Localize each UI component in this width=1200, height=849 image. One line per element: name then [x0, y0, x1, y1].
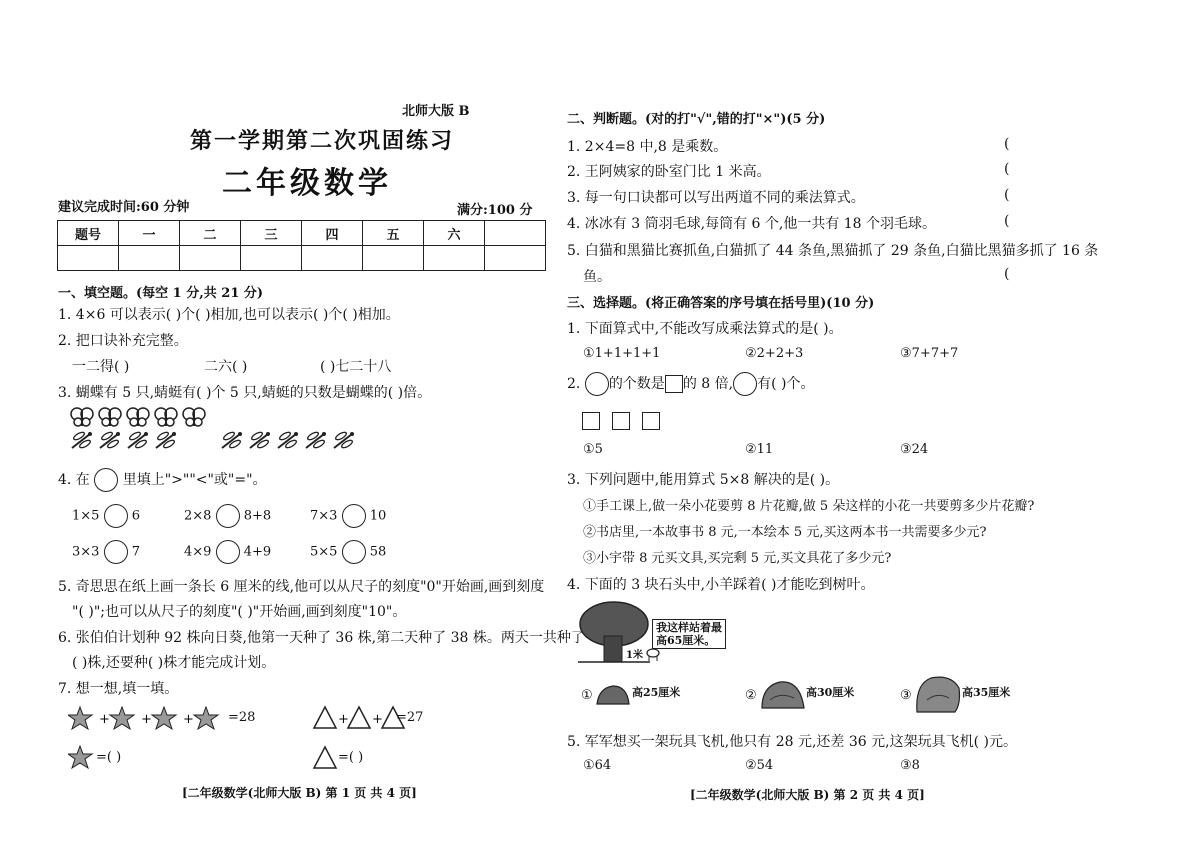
score-header: 三 [241, 221, 302, 246]
judge-answer-paren[interactable]: ( [1004, 266, 1010, 282]
star-equation-shapes [68, 704, 228, 732]
triangle-icon [314, 747, 336, 768]
choice-q3: 3. 下列问题中,能用算式 5×8 解决的是( )。 [567, 472, 840, 488]
q4-item: 1×5 6 [72, 504, 140, 528]
goat-icon [644, 646, 662, 662]
circle-icon [733, 372, 757, 396]
suggested-time: 建议完成时间:60 分钟 [58, 200, 190, 215]
tree-height-label: 1米 [626, 650, 643, 661]
q2: 2. 把口诀补充完整。 [58, 333, 188, 349]
triangle-icon [348, 707, 370, 728]
stone-option-num[interactable]: ③ [900, 688, 912, 703]
choice-q3-option[interactable]: ①手工课上,做一朵小花要剪 8 片花瓣,做 5 朵这样的小花一共要剪多少片花瓣? [583, 499, 1035, 514]
score-header: 四 [302, 221, 363, 246]
score-cell[interactable] [302, 246, 363, 271]
q6-line2: ( )株,还要种( )株才能完成计划。 [72, 655, 276, 671]
judge-answer-paren[interactable]: ( [1004, 187, 1010, 203]
subject-title: 二年级数学 [222, 166, 392, 201]
square-icon [612, 412, 630, 430]
square-icon [665, 375, 683, 393]
score-cell[interactable] [485, 246, 546, 271]
judge-answer-paren[interactable]: ( [1004, 161, 1010, 177]
score-header: 五 [363, 221, 424, 246]
stone-height-label: 高35厘米 [962, 686, 1011, 699]
star-equation-result: =28 [228, 710, 256, 725]
star-answer-shape [68, 743, 96, 771]
triangle-icon [314, 707, 336, 728]
triangle-equation-result: =27 [396, 710, 424, 725]
stone-height-label: 高30厘米 [806, 686, 855, 699]
q3: 3. 蝴蝶有 5 只,蜻蜓有( )个 5 只,蜻蜓的只数是蝴蝶的( )倍。 [58, 385, 432, 401]
score-cell[interactable] [58, 246, 119, 271]
stone-height-label: 高25厘米 [632, 686, 681, 699]
svg-text:+: + [372, 712, 383, 727]
exam-title: 第一学期第二次巩固练习 [190, 128, 455, 154]
choice-q4: 4. 下面的 3 块石头中,小羊踩着( )才能吃到树叶。 [567, 577, 875, 593]
stone-option-num[interactable]: ② [745, 688, 757, 703]
stone-icon [915, 674, 961, 714]
score-header [485, 221, 546, 246]
answer-circle[interactable] [216, 504, 240, 528]
star-icon [194, 707, 218, 729]
choice-q5-option[interactable]: ③8 [900, 758, 920, 773]
choice-q1-option[interactable]: ③7+7+7 [900, 346, 959, 361]
judge-q5-line1: 5. 白猫和黑猫比赛抓鱼,白猫抓了 44 条鱼,黑猫抓了 29 条鱼,白猫比黑猫多抓了 16 条 [567, 243, 1099, 259]
score-header: 六 [424, 221, 485, 246]
q5-line1: 5. 奇思思在纸上画一条长 6 厘米的线,他可以从尺子的刻度"0"开始画,画到刻度 [58, 579, 545, 595]
q4-item: 2×8 8+8 [184, 504, 271, 528]
choice-q5: 5. 军军想买一架玩具飞机,他只有 28 元,还差 36 元,这架玩具飞机( )元。 [567, 734, 1017, 750]
choice-q2-option[interactable]: ②11 [745, 442, 774, 457]
dragonfly-icon [72, 431, 92, 449]
triangle-answer-shape [312, 743, 340, 771]
square-row [582, 410, 660, 430]
choice-q5-option[interactable]: ①64 [583, 758, 612, 773]
choice-q2-option[interactable]: ③24 [900, 442, 929, 457]
section1-heading: 一、填空题。(每空 1 分,共 21 分) [58, 286, 264, 301]
section3-heading: 三、选择题。(将正确答案的序号填在括号里)(10 分) [567, 296, 875, 311]
answer-circle[interactable] [104, 504, 128, 528]
choice-q3-option[interactable]: ③小宇带 8 元买文具,买完剩 5 元,买文具花了多少元? [583, 551, 892, 566]
triangle-answer: =( ) [338, 750, 364, 765]
svg-text:+: + [99, 712, 110, 727]
star-icon [152, 707, 176, 729]
q4-item: 5×5 58 [310, 540, 386, 564]
q4-item: 3×3 7 [72, 540, 140, 564]
answer-circle[interactable] [342, 504, 366, 528]
square-icon [582, 412, 600, 430]
choice-q5-option[interactable]: ②54 [745, 758, 774, 773]
q1: 1. 4×6 可以表示( )个( )相加,也可以表示( )个( )相加。 [58, 307, 400, 323]
judge-q4: 4. 冰冰有 3 筒羽毛球,每筒有 6 个,他一共有 18 个羽毛球。 [567, 216, 937, 232]
q4-item: 7×3 10 [310, 504, 386, 528]
judge-q3: 3. 每一句口诀都可以写出两道不同的乘法算式。 [567, 190, 865, 206]
judge-q5-line2: 鱼。 [583, 269, 611, 285]
judge-q2: 2. 王阿姨家的卧室门比 1 米高。 [567, 164, 771, 180]
butterfly-row [70, 406, 220, 428]
q2-item-a: 一二得( ) [72, 359, 130, 375]
square-icon [642, 412, 660, 430]
q6-line1: 6. 张伯伯计划种 92 株向日葵,他第一天种了 36 株,第二天种了 38 株。两天一共种了 [58, 630, 585, 646]
score-cell[interactable] [424, 246, 485, 271]
svg-text:+: + [141, 712, 152, 727]
compare-circle-icon [94, 468, 118, 492]
choice-q1-option[interactable]: ②2+2+3 [745, 346, 804, 361]
q2-item-c: ( )七二十八 [320, 359, 392, 375]
choice-q1: 1. 下面算式中,不能改写成乘法算式的是( )。 [567, 321, 843, 337]
choice-q1-option[interactable]: ①1+1+1+1 [583, 346, 661, 361]
q2-item-b: 二六( ) [204, 359, 248, 375]
svg-text:+: + [183, 712, 194, 727]
choice-q3-option[interactable]: ②书店里,一本故事书 8 元,一本绘本 5 元,买这两本书一共需要多少元? [583, 525, 987, 540]
score-cell[interactable] [363, 246, 424, 271]
footer-page1: [二年级数学(北师大版 B) 第 1 页 共 4 页] [182, 786, 417, 800]
stone-option-num[interactable]: ① [581, 688, 593, 703]
q5-line2: "( )";也可以从尺子的刻度"( )"开始画,画到刻度"10"。 [72, 604, 407, 620]
goat-speech-bubble: 我这样站着最 高65厘米。 [652, 619, 726, 649]
edition-label: 北师大版 B [402, 104, 470, 119]
svg-text:+: + [338, 712, 349, 727]
dragonfly-row [70, 430, 360, 452]
footer-page2: [二年级数学(北师大版 B) 第 2 页 共 4 页] [690, 788, 925, 802]
score-cell[interactable] [119, 246, 180, 271]
answer-circle[interactable] [342, 540, 366, 564]
choice-q2: 2. 的个数是 的 8 倍, 有( )个。 [567, 372, 814, 396]
full-score: 满分:100 分 [457, 203, 533, 218]
stone-icon [760, 678, 806, 710]
q4: 4. 在 里填上">""<"或"="。 [58, 468, 267, 492]
star-answer: =( ) [96, 750, 122, 765]
score-header: 一 [119, 221, 180, 246]
q4-item: 4×9 4+9 [184, 540, 271, 564]
star-icon [110, 707, 134, 729]
star-icon [68, 707, 92, 729]
star-icon [68, 746, 92, 768]
judge-q1: 1. 2×4=8 中,8 是乘数。 [567, 139, 728, 155]
score-cell[interactable] [241, 246, 302, 271]
judge-answer-paren[interactable]: ( [1004, 213, 1010, 229]
section2-heading: 二、判断题。(对的打"√",错的打"×")(5 分) [567, 112, 826, 127]
q7: 7. 想一想,填一填。 [58, 681, 179, 697]
score-header: 二 [180, 221, 241, 246]
butterfly-icon [71, 408, 93, 426]
answer-circle[interactable] [104, 540, 128, 564]
answer-circle[interactable] [216, 540, 240, 564]
judge-answer-paren[interactable]: ( [1004, 136, 1010, 152]
circle-icon [585, 372, 609, 396]
score-cell[interactable] [180, 246, 241, 271]
score-header: 题号 [58, 221, 119, 246]
score-table [57, 220, 546, 271]
stone-icon [595, 682, 631, 706]
choice-q2-option[interactable]: ①5 [583, 442, 603, 457]
